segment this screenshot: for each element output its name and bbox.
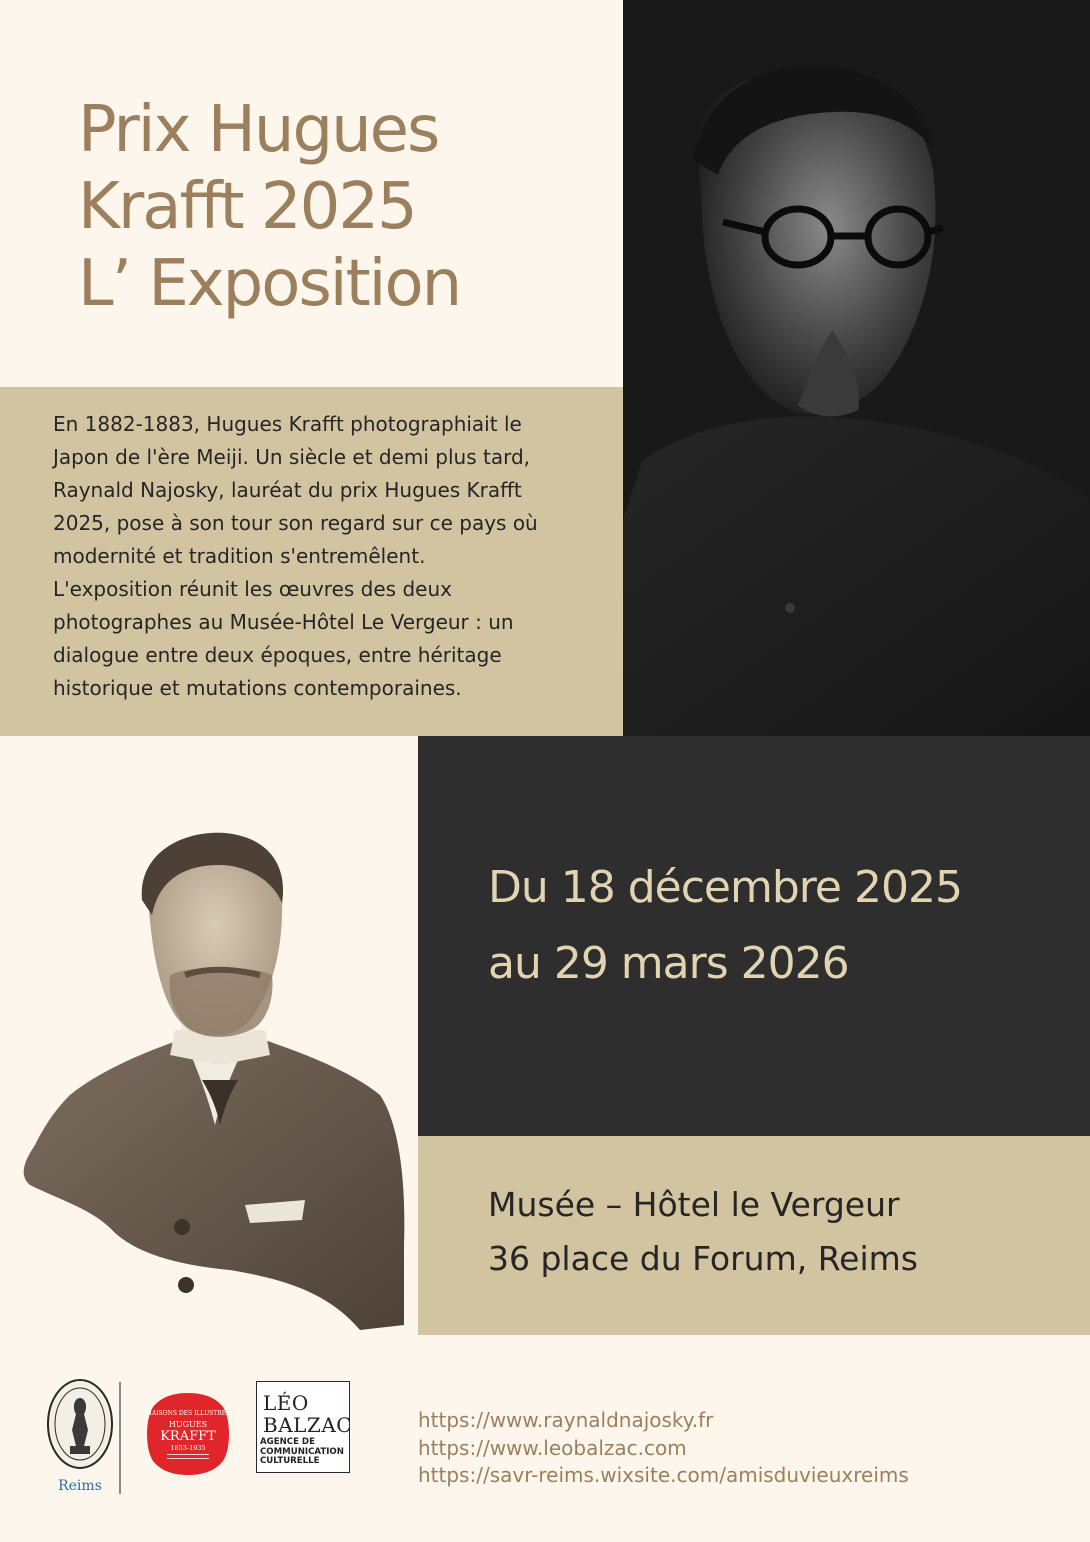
title-line-1: Prix Hugues	[78, 93, 439, 167]
balzac-name-line-2: BALZAC	[263, 1413, 353, 1437]
intro-line: dialogue entre deux époques, entre héritage	[53, 643, 502, 667]
link-raynaldnajosky[interactable]: https://www.raynaldnajosky.fr	[418, 1408, 714, 1432]
intro-line: photographes au Musée-Hôtel Le Vergeur : un	[53, 610, 514, 634]
link-amisduvieuxreims[interactable]: https://savr-reims.wixsite.com/amisduvieuxreims	[418, 1463, 909, 1487]
balzac-sub-line-3: CULTURELLE	[260, 1456, 320, 1466]
photographer-portrait	[623, 0, 1090, 752]
dates-line-end: au 29 mars 2026	[488, 938, 849, 989]
intro-line: L'exposition réunit les œuvres des deux	[53, 577, 452, 601]
logo-divider	[119, 1382, 121, 1494]
reims-label: Reims	[58, 1478, 102, 1494]
balzac-logo-subtitle	[260, 1438, 344, 1467]
hugues-krafft-portrait-illustration	[20, 825, 412, 1335]
title-line-2: Krafft 2025	[78, 170, 416, 244]
intro-line: Japon de l'ère Meiji. Un siècle et demi plus tard,	[53, 445, 531, 469]
photographer-portrait-illustration	[623, 0, 1090, 752]
balzac-sub-line-2: COMMUNICATION	[260, 1446, 344, 1457]
maisons-des-illustres-logo	[145, 1391, 231, 1477]
balzac-logo-name	[263, 1392, 352, 1436]
reims-seal-logo	[44, 1378, 116, 1496]
krafft-logo-hugues: HUGUES	[168, 1420, 208, 1429]
website-links	[418, 1407, 1078, 1490]
intro-paragraph	[53, 408, 608, 705]
balzac-sub-line-1: AGENCE DE	[260, 1437, 315, 1447]
venue-street: 36 place du Forum, Reims	[488, 1239, 918, 1278]
intro-line: modernité et tradition s'entremêlent.	[53, 544, 426, 568]
krafft-logo-name: KRAFFT	[160, 1429, 216, 1444]
reims-seal-icon	[44, 1378, 116, 1496]
title-line-3: L’ Exposition	[78, 247, 461, 321]
link-leobalzac[interactable]: https://www.leobalzac.com	[418, 1435, 687, 1460]
hugues-krafft-portrait	[20, 825, 412, 1335]
poster-title	[78, 92, 598, 323]
venue-name: Musée – Hôtel le Vergeur	[488, 1185, 900, 1224]
intro-line: historique et mutations contemporaines.	[53, 676, 462, 700]
intro-line: Raynald Najosky, lauréat du prix Hugues Krafft	[53, 478, 522, 502]
venue-address	[488, 1178, 1068, 1286]
leo-balzac-logo	[256, 1381, 353, 1473]
balzac-name-line-1: LÉO	[263, 1391, 309, 1415]
exhibition-dates	[488, 850, 1068, 1002]
krafft-logo-top: MAISONS DES ILLUSTRES	[145, 1410, 231, 1417]
krafft-logo-years: 1853-1935	[170, 1444, 206, 1452]
intro-line: En 1882-1883, Hugues Krafft photographiait le	[53, 412, 522, 436]
dates-line-start: Du 18 décembre 2025	[488, 862, 962, 913]
intro-line: 2025, pose à son tour son regard sur ce pays où	[53, 511, 538, 535]
maisons-des-illustres-icon	[145, 1391, 231, 1477]
